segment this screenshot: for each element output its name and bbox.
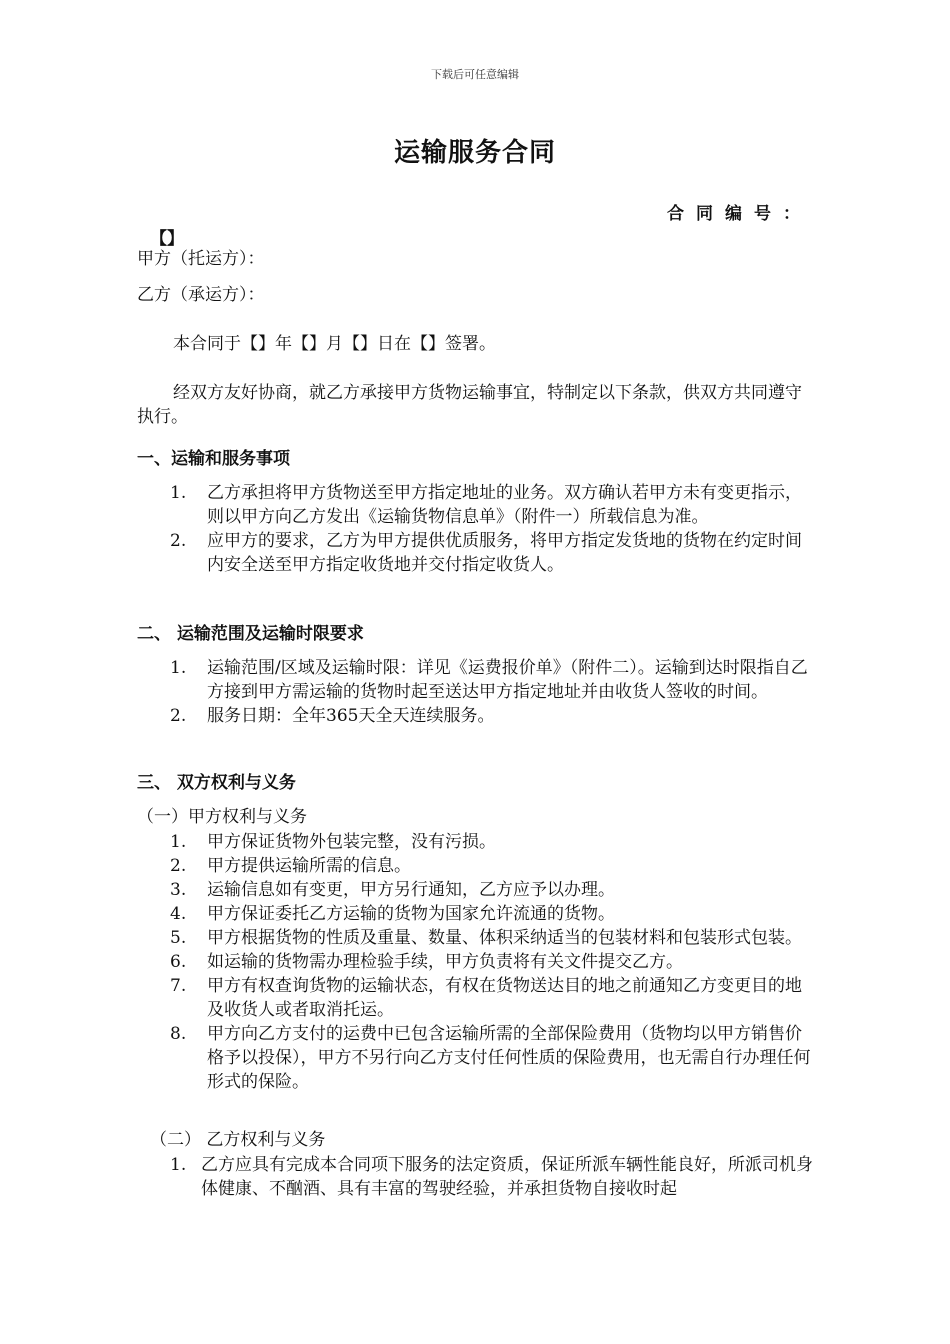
list-item — [170, 878, 816, 902]
list-item — [170, 830, 816, 854]
list-item — [170, 950, 816, 974]
list-item — [170, 1022, 816, 1094]
signing-line: 本合同于【】年【】月【】日在【】签署。 — [173, 334, 496, 354]
section-3-title: 三、 双方权利与义务 — [137, 773, 296, 793]
list-item-number: 8. — [170, 1024, 187, 1044]
list-item-number: 1. — [170, 1155, 187, 1175]
list-item-number: 2. — [170, 706, 187, 726]
list-item-number: 1. — [170, 832, 187, 852]
section-2-list — [170, 656, 816, 728]
party-a-line: 甲方（托运方）： — [137, 249, 265, 269]
section-1-title: 一、运输和服务事项 — [137, 449, 290, 469]
party-b-line: 乙方（承运方）： — [137, 285, 265, 305]
subsection-b-list — [170, 1153, 816, 1201]
list-item-text: 运输范围/区域及运输时限：详见《运费报价单》（附件二）。运输到达时限指自乙方接到甲方需运输的货物时起至送达甲方指定地址并由收货人签收的时间。 — [207, 658, 808, 702]
list-item — [170, 704, 816, 728]
list-item-text: 甲方提供运输所需的信息。 — [207, 856, 411, 876]
list-item-number: 4. — [170, 904, 187, 924]
subsection-a-list — [170, 830, 816, 1094]
page-title: 运输服务合同 — [393, 138, 556, 168]
list-item-number: 1. — [170, 483, 187, 503]
list-item-text: 服务日期：全年365天全天连续服务。 — [207, 706, 495, 726]
list-item — [170, 481, 816, 529]
list-item-number: 2. — [170, 856, 187, 876]
intro-paragraph: 经双方友好协商，就乙方承接甲方货物运输事宜，特制定以下条款，供双方共同遵守执行。 — [137, 383, 802, 427]
list-item-text: 甲方保证委托乙方运输的货物为国家允许流通的货物。 — [207, 904, 615, 924]
header-note: 下载后可任意编辑 — [431, 68, 519, 81]
list-item-number: 6. — [170, 952, 187, 972]
section-2-title: 二、 运输范围及运输时限要求 — [137, 624, 364, 644]
subsection-b-title: （二） 乙方权利与义务 — [150, 1130, 326, 1150]
list-item-text: 甲方向乙方支付的运费中已包含运输所需的全部保险费用（货物均以甲方销售价格予以投保），甲方不另行向乙方支付任何性质的保险费用，也无需自行办理任何形式的保险。 — [207, 1024, 811, 1092]
list-item — [170, 1153, 816, 1201]
list-item — [170, 902, 816, 926]
list-item — [170, 926, 816, 950]
list-item — [170, 854, 816, 878]
list-item-number: 2. — [170, 531, 187, 551]
list-item-text: 甲方有权查询货物的运输状态，有权在货物送达目的地之前通知乙方变更目的地及收货人或者取消托运。 — [207, 976, 802, 1020]
list-item-number: 5. — [170, 928, 187, 948]
list-item-number: 3. — [170, 880, 187, 900]
list-item-text: 乙方应具有完成本合同项下服务的法定资质，保证所派车辆性能良好，所派司机身体健康、不酗酒、具有丰富的驾驶经验，并承担货物自接收时起 — [201, 1155, 813, 1199]
contract-number-value: 【】 — [150, 229, 184, 249]
list-item-text: 甲方保证货物外包装完整，没有污损。 — [207, 832, 496, 852]
list-item-text: 运输信息如有变更，甲方另行通知，乙方应予以办理。 — [207, 880, 615, 900]
list-item-text: 如运输的货物需办理检验手续，甲方负责将有关文件提交乙方。 — [207, 952, 683, 972]
list-item — [170, 974, 816, 1022]
section-1-list — [170, 481, 816, 577]
list-item-number: 7. — [170, 976, 187, 996]
list-item-text: 乙方承担将甲方货物送至甲方指定地址的业务。双方确认若甲方未有变更指示，则以甲方向乙方发出《运输货物信息单》（附件一）所载信息为准。 — [207, 483, 802, 527]
contract-number-label: 合同编号： — [667, 204, 812, 224]
list-item-number: 1. — [170, 658, 187, 678]
subsection-a-title: （一）甲方权利与义务 — [137, 807, 307, 827]
list-item — [170, 656, 816, 704]
list-item — [170, 529, 816, 577]
list-item-text: 甲方根据货物的性质及重量、数量、体积采纳适当的包装材料和包装形式包装。 — [207, 928, 802, 948]
list-item-text: 应甲方的要求，乙方为甲方提供优质服务，将甲方指定发货地的货物在约定时间内安全送至甲方指定收货地并交付指定收货人。 — [207, 531, 802, 575]
